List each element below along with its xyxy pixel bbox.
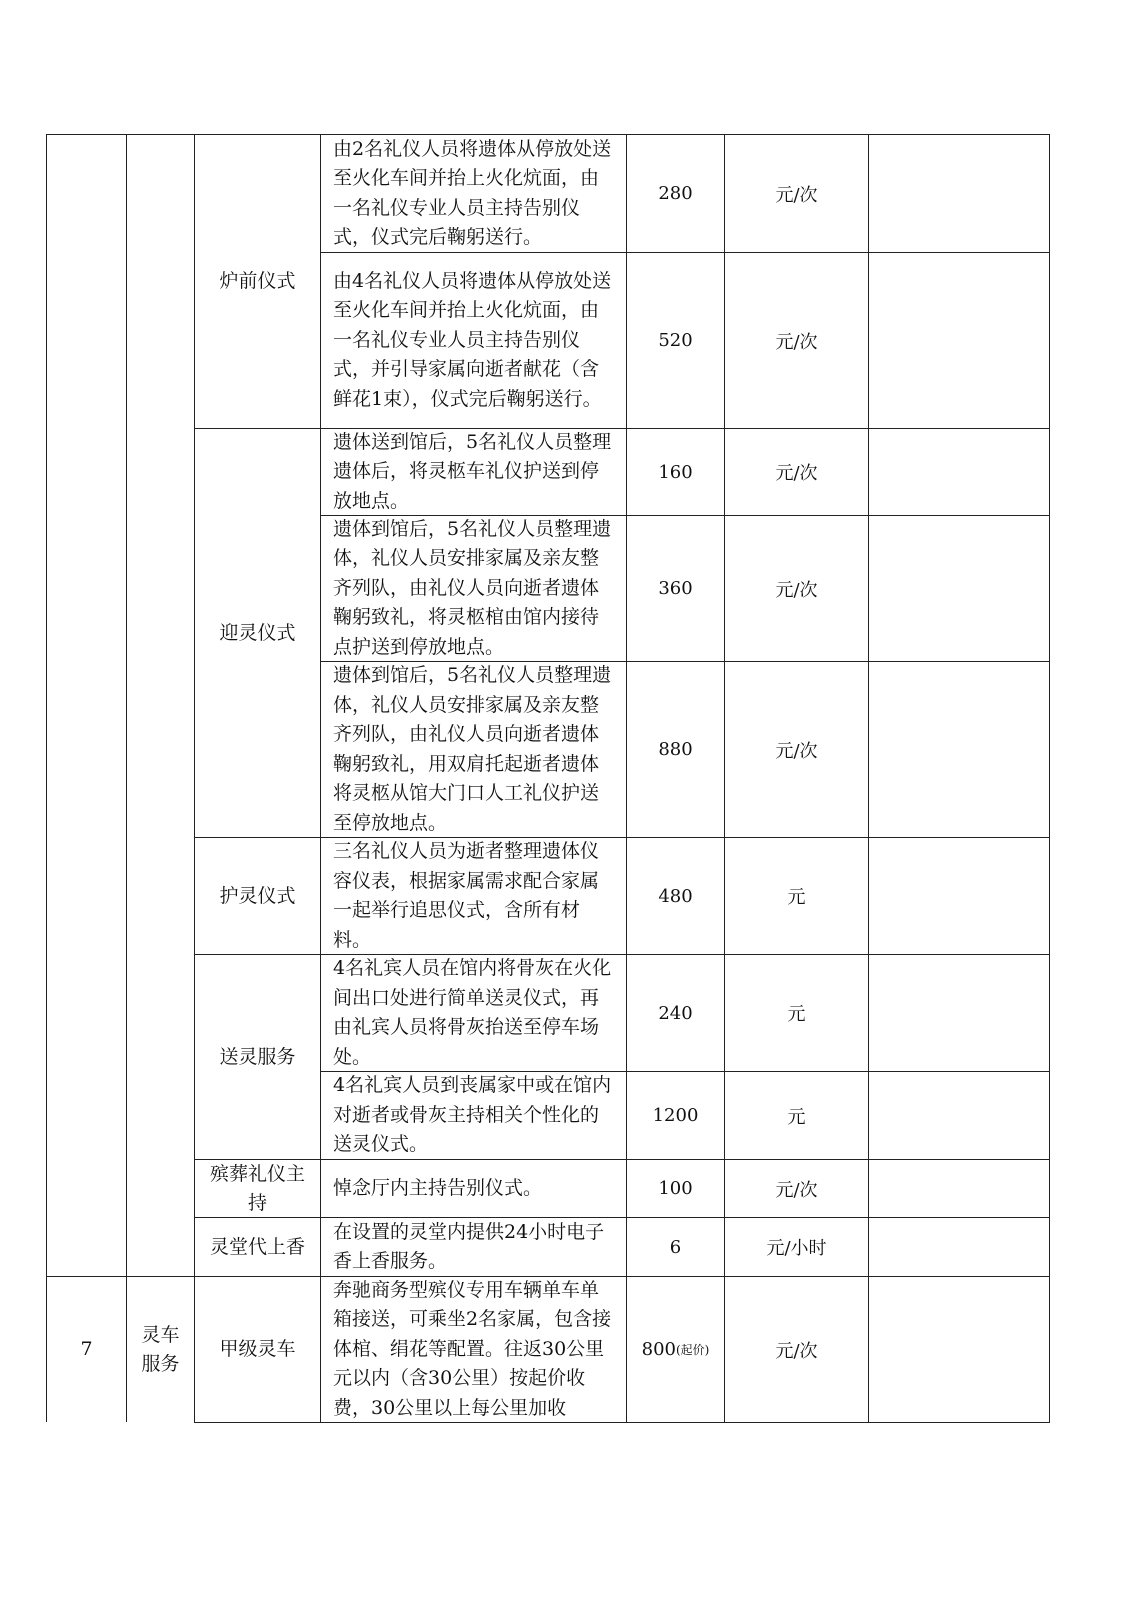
row-unit: 元/次 xyxy=(775,740,818,762)
row-note xyxy=(869,662,1049,837)
row-description: 由2名礼仪人员将遗体从停放处送至火化车间并抬上火化炕面，由一名礼仪专业人员主持告别仪式，仪式完后鞠躬送行。 xyxy=(333,137,612,248)
row-note xyxy=(869,1218,1049,1276)
group-number-text: 7 xyxy=(80,1338,93,1360)
table-border xyxy=(46,134,47,1422)
row-description: 遗体送到馆后，5名礼仪人员整理遗体后，将灵柩车礼仪护送到停放地点。 xyxy=(333,430,612,512)
row-price: 160 xyxy=(658,461,693,483)
row-unit: 元 xyxy=(787,1106,806,1128)
row-unit: 元/次 xyxy=(775,463,818,484)
row-note xyxy=(869,429,1049,515)
row-description: 在设置的灵堂内提供24小时电子香上香服务。 xyxy=(333,1220,605,1272)
row-unit: 元 xyxy=(787,1004,806,1025)
category-line: 灵车 xyxy=(141,1323,180,1346)
row-note xyxy=(869,955,1049,1071)
row-unit: 元/次 xyxy=(775,1340,818,1362)
row-note xyxy=(869,1160,1049,1217)
row-price: 480 xyxy=(658,885,693,907)
row-description: 三名礼仪人员为逝者整理遗体仪容仪表，根据家属需求配合家属一起举行追思仪式，含所有材料。 xyxy=(333,840,600,951)
row-description: 遗体到馆后，5名礼仪人员整理遗体，礼仪人员安排家属及亲友整齐列队，由礼仪人员向逝者遗体鞠躬致礼，将灵柩棺由馆内接待点护送到停放地点。 xyxy=(333,517,612,658)
item-name: 炉前仪式 xyxy=(219,270,296,292)
row-description: 奔驰商务型殡仪专用车辆单车单箱接送，可乘坐2名家属，包含接体棺、绢花等配置。往返30公里元以内（含30公里）按起价收费，30公里以上每公里加收 xyxy=(333,1278,612,1419)
price-suffix: (起价) xyxy=(675,1343,710,1357)
row-price: 1200 xyxy=(652,1105,699,1126)
table-border xyxy=(1049,134,1050,1422)
item-name: 殡葬礼仪主 持 xyxy=(209,1162,305,1214)
item-name: 送灵服务 xyxy=(219,1045,296,1068)
row-unit: 元/次 xyxy=(775,331,818,353)
item-name: 灵堂代上香 xyxy=(209,1235,305,1258)
item-name: 护灵仪式 xyxy=(219,884,296,907)
row-note xyxy=(869,838,1049,954)
row-note xyxy=(869,516,1049,661)
table-border xyxy=(194,1422,1050,1423)
item-name: 甲级灵车 xyxy=(219,1338,296,1360)
row-description: 悼念厅内主持告别仪式。 xyxy=(333,1176,543,1199)
row-price: 280 xyxy=(658,183,693,204)
category-line: 服务 xyxy=(141,1352,180,1375)
row-note xyxy=(869,1072,1049,1159)
group-category xyxy=(127,1277,194,1422)
row-unit: 元 xyxy=(787,887,806,908)
row-price: 520 xyxy=(658,330,693,351)
row-price: 880 xyxy=(658,739,693,760)
row-unit: 元/次 xyxy=(775,1179,818,1201)
row-note xyxy=(869,253,1049,428)
row-unit: 元/小时 xyxy=(766,1238,827,1259)
row-description: 由4名礼仪人员将遗体从停放处送至火化车间并抬上火化炕面，由一名礼仪专业人员主持告别仪式，并引导家属向逝者献花（含鲜花1束），仪式完后鞠躬送行。 xyxy=(333,269,612,410)
row-description: 遗体到馆后，5名礼仪人员整理遗体，礼仪人员安排家属及亲友整齐列队，由礼仪人员向逝者遗体鞠躬致礼，用双肩托起逝者遗体将灵柩从馆大门口人工礼仪护送至停放地点。 xyxy=(333,664,612,834)
row-unit: 元/次 xyxy=(775,184,818,206)
row-price: 360 xyxy=(658,578,693,599)
row-note xyxy=(869,135,1049,252)
group-number xyxy=(47,1277,126,1422)
row-unit: 元/次 xyxy=(775,579,818,601)
row-description: 4名礼宾人员到丧属家中或在馆内对逝者或骨灰主持相关个性化的送灵仪式。 xyxy=(333,1074,612,1156)
item-name: 迎灵仪式 xyxy=(219,621,296,644)
row-price: 100 xyxy=(658,1178,693,1199)
row-price: 800 (起价) xyxy=(641,1339,710,1360)
table-border xyxy=(126,134,127,1422)
row-note xyxy=(869,1277,1049,1422)
row-price: 6 xyxy=(669,1236,682,1258)
row-price: 240 xyxy=(658,1002,693,1024)
row-description: 4名礼宾人员在馆内将骨灰在火化间出口处进行简单送灵仪式，再由礼宾人员将骨灰抬送至停车场处。 xyxy=(333,957,612,1068)
